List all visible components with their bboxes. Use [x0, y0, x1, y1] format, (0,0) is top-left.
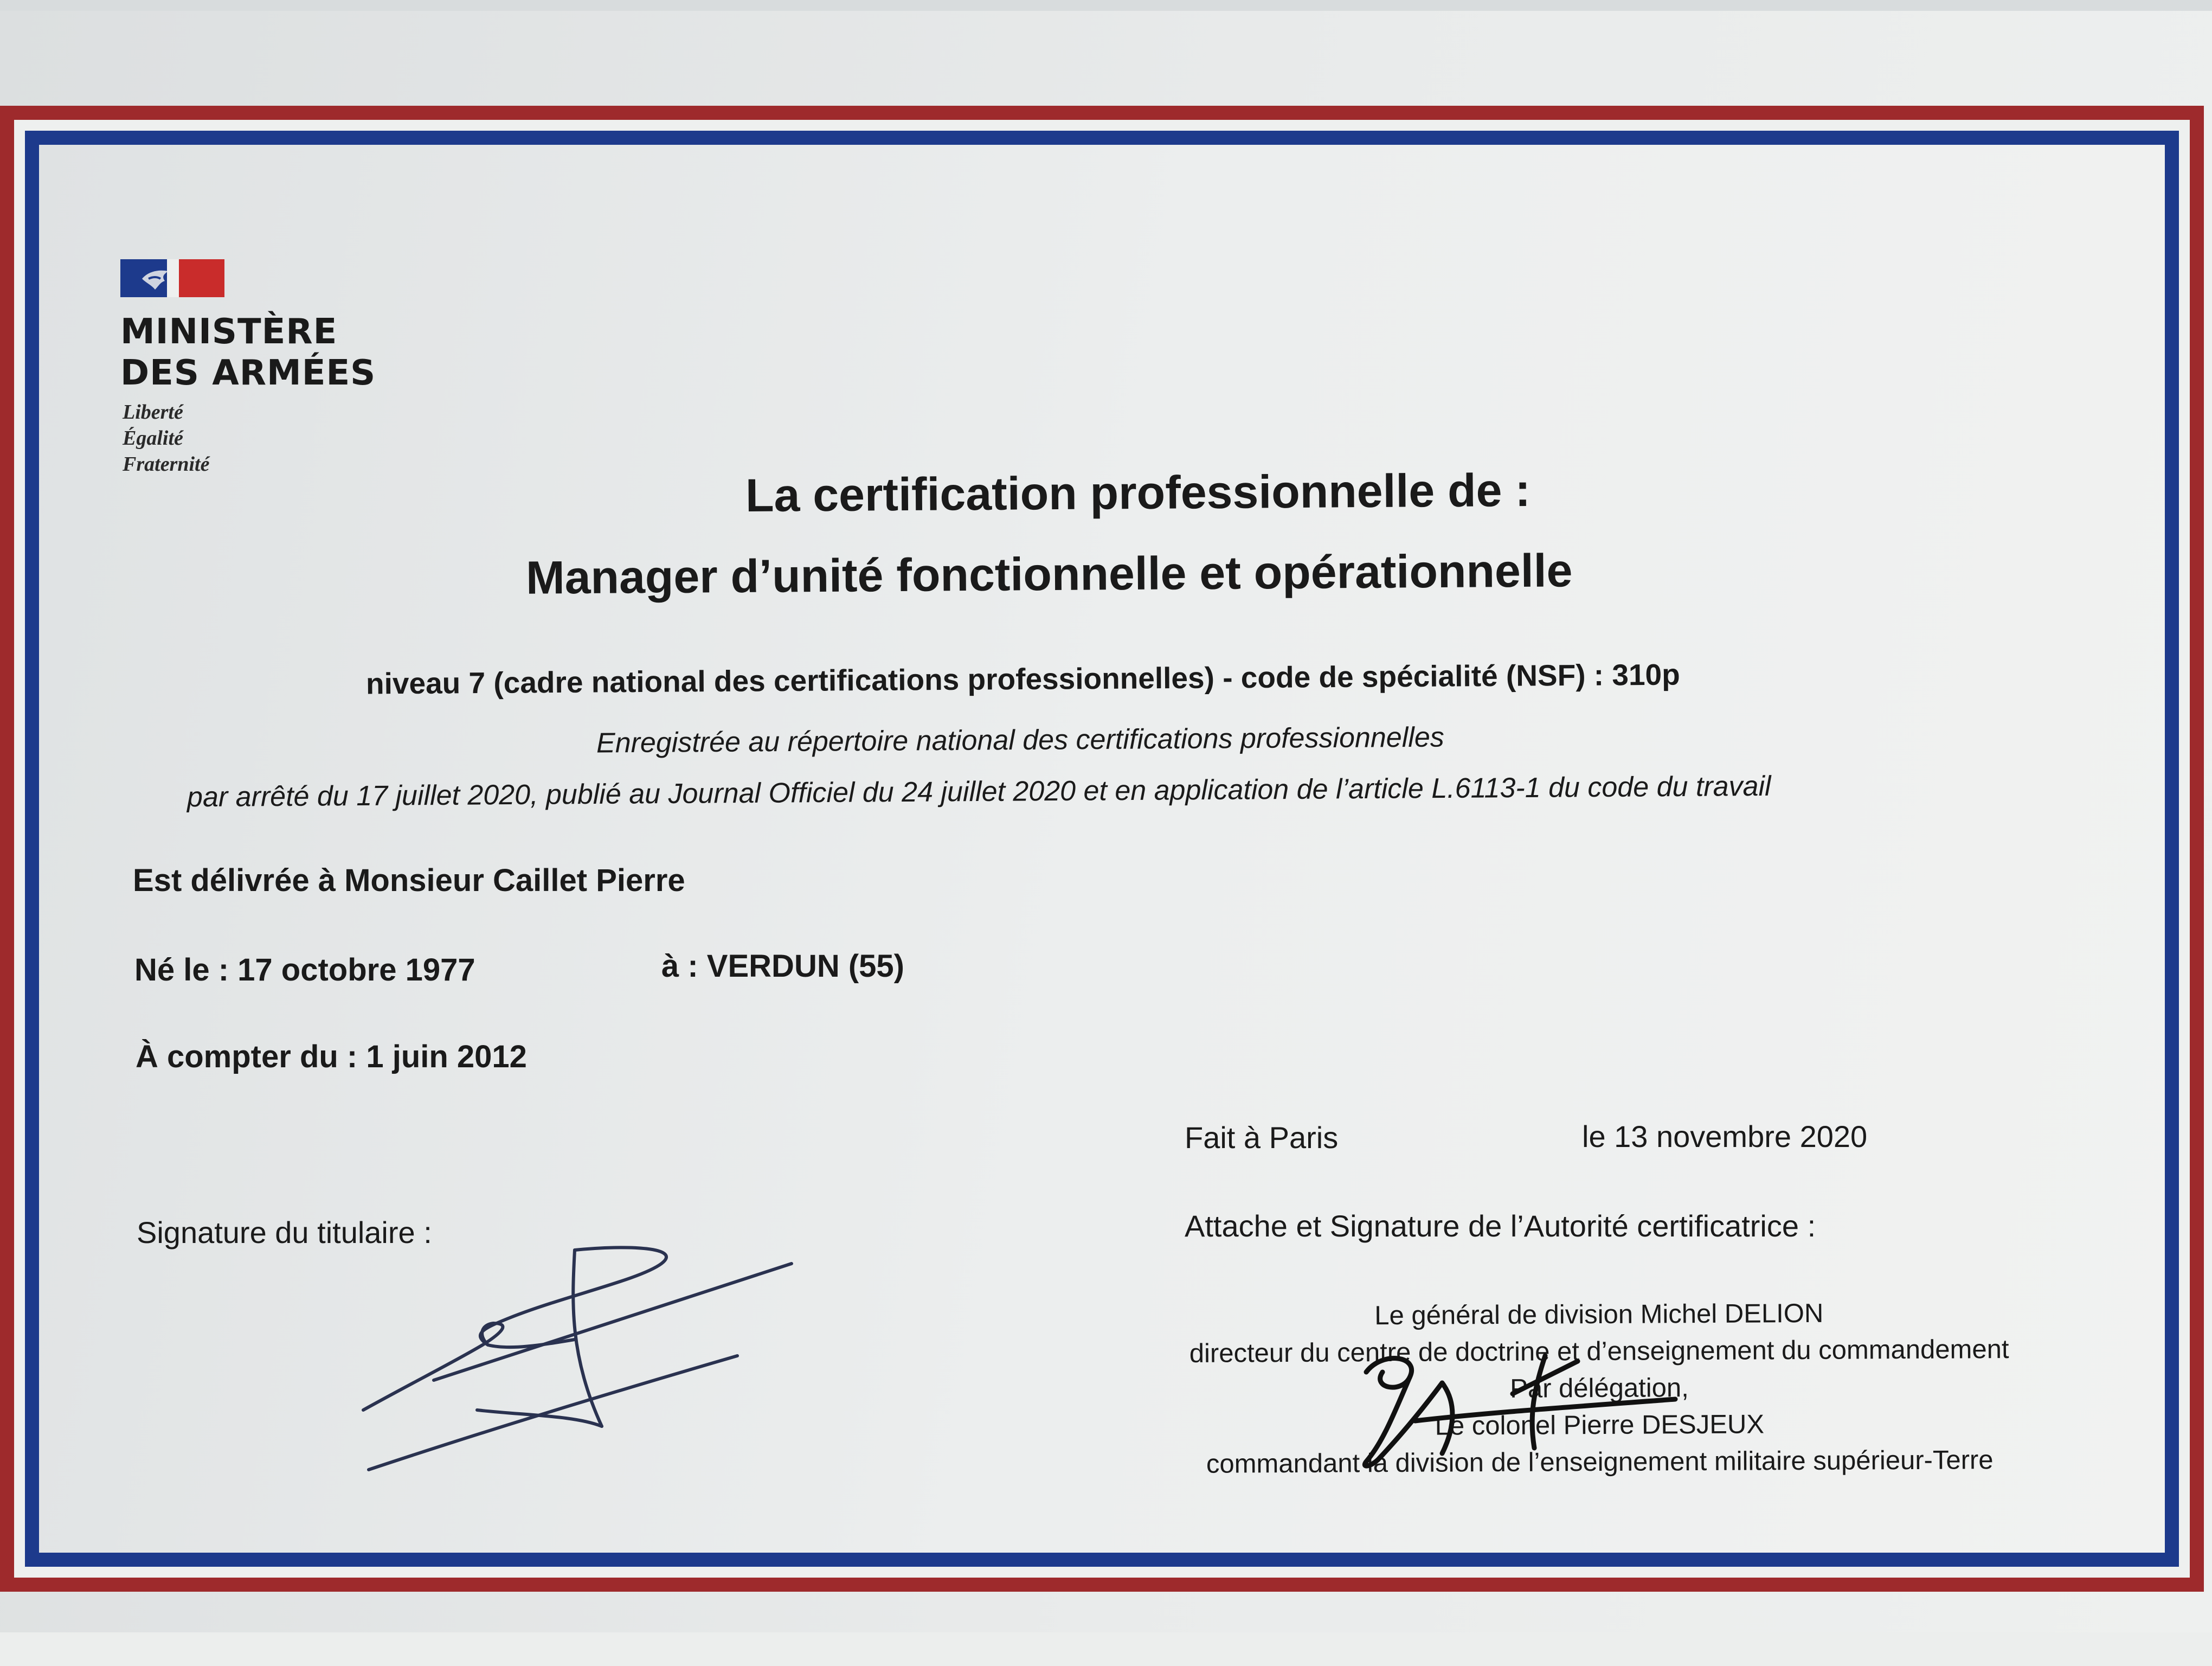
authority-colonel: Le colonel Pierre DESJEUX	[1435, 1409, 1765, 1441]
effective-date: À compter du : 1 juin 2012	[136, 1039, 527, 1074]
republic-motto	[123, 399, 285, 477]
decree-line: par arrêté du 17 juillet 2020, publié au Journal Officiel du 24 juillet 2020 et en application de l’article L.6113-1 du code du travail	[187, 770, 1771, 813]
motto-liberte: Liberté	[123, 401, 183, 424]
birth-date: Né le : 17 octobre 1977	[134, 952, 475, 988]
certification-name: Manager d’unité fonctionnelle et opérationnelle	[525, 544, 1573, 604]
authority-signature	[1350, 1340, 1686, 1481]
holder-name: Est délivrée à Monsieur Caillet Pierre	[133, 863, 685, 898]
issue-date: le 13 novembre 2020	[1582, 1119, 1868, 1154]
marianne-flag-icon	[120, 259, 224, 297]
ministry-line-2: DES ARMÉES	[120, 353, 376, 393]
authority-delegation: Par délégation,	[1510, 1373, 1689, 1404]
certificate-sheet	[0, 11, 2212, 1632]
holder-signature	[347, 1236, 808, 1486]
birth-place: à : VERDUN (55)	[661, 949, 904, 984]
authority-signature-label: Attache et Signature de l’Autorité certificatrice :	[1185, 1209, 1816, 1243]
ministry-line-1: MINISTÈRE	[120, 312, 338, 352]
authority-general: Le général de division Michel DELION	[1374, 1298, 1824, 1331]
ministry-name	[120, 311, 424, 394]
motto-fraternite: Fraternité	[123, 453, 210, 476]
certification-level: niveau 7 (cadre national des certifications professionnelles) - code de spécialité (NSF) : 310p	[365, 657, 1680, 701]
motto-egalite: Égalité	[123, 427, 183, 450]
authority-role: directeur du centre de doctrine et d’enseignement du commandement	[1189, 1335, 2009, 1368]
registration-line: Enregistrée au répertoire national des certifications professionnelles	[596, 721, 1444, 759]
certificate-title: La certification professionnelle de :	[745, 464, 1531, 522]
issue-place: Fait à Paris	[1185, 1120, 1339, 1155]
authority-command: commandant la division de l’enseignement militaire supérieur-Terre	[1206, 1445, 1994, 1479]
holder-signature-label: Signature du titulaire :	[137, 1215, 432, 1250]
